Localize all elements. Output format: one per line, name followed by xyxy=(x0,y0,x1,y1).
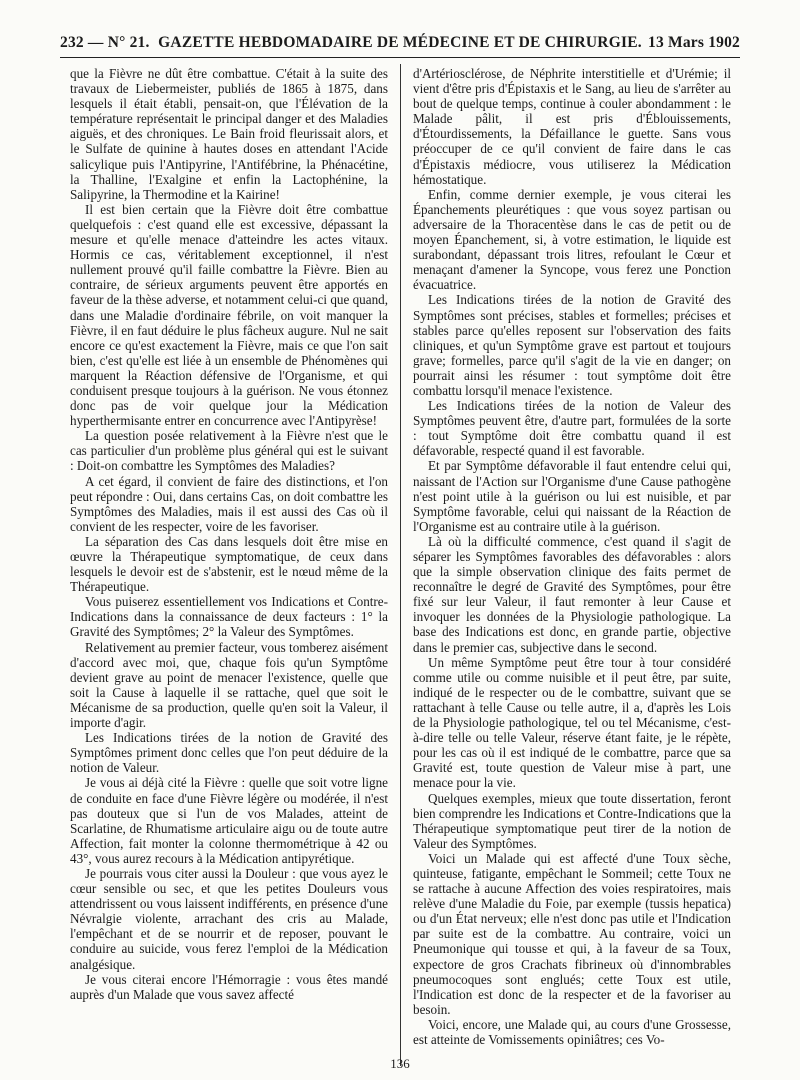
paragraph: d'Artériosclérose, de Néphrite interstitielle et d'Urémie; il vient d'être pris d'Épistaxis et le Sang, au lieu de s'arrêter au bout de quelque temps, continue à couler abondamment : le Malade pâlit, il est pris d'Éblouissements, d'Étourdissements, la Défaillance le guette. Sans vous préoccuper de ce qu'il convient de faire dans le cas d'Épistaxis médiocre, vous utiliserez la Médication hémostatique. xyxy=(413,66,731,187)
paragraph: Enfin, comme dernier exemple, je vous citerai les Épanchements pleurétiques : que vous soyez partisan ou adversaire de la Thoracentèse dans le cas de petit ou de moyen Épanchement, si, à votre estimation, le liquide est surabondant, dépassant trois litres, refoulant le Cœur et menaçant d'amener la Syncope, vous ferez une Ponction évacuatrice. xyxy=(413,186,731,293)
journal-title: GAZETTE HEBDOMADAIRE DE MÉDECINE ET DE CHIRURGIE. xyxy=(158,34,642,51)
paragraph: Là où la difficulté commence, c'est quand il s'agit de séparer les Symptômes favorables des défavorables : alors que la simple observation clinique des faits permet de reconnaître le degré de Gravité des Symptômes, pour être fixé sur leur Valeur, il faut remonter à leur Cause et invoquer les données de la Physiologie pathologique. La base des Indications est donc, en grande partie, objective dans le premier cas, subjective dans le second. xyxy=(413,533,731,655)
paragraph: Les Indications tirées de la notion de Valeur des Symptômes peuvent être, d'autre part, formulées de la sorte : tout Symptôme doit être combattu quand il est défavorable, respecté quand il est favorable. xyxy=(413,398,731,459)
paragraph: Les Indications tirées de la notion de Gravité des Symptômes sont précises, stables et formelles; précises et stables parce qu'elles reposent sur l'observation des faits cliniques, et qu'un Symptôme grave est partout et toujours grave; formelles, parce qu'il s'agit de la vie en danger; on pourrait ainsi les résumer : tout symptôme doit être combattu lorsqu'il menace l'existence. xyxy=(413,292,731,398)
paragraph: Voici, encore, une Malade qui, au cours d'une Grossesse, est atteinte de Vomissements opiniâtres; ces Vo- xyxy=(413,1016,731,1047)
paragraph: La question posée relativement à la Fièvre n'est que le cas particulier d'un problème plus général qui est le suivant : Doit-on combattre les Symptômes des Maladies? xyxy=(70,428,388,474)
paragraph: Relativement au premier facteur, vous tomberez aisément d'accord avec moi, que, chaque fois qu'un Symptôme devient grave au point de menacer l'existence, quelle que soit la Cause à laquelle il se rattache, quel que soit le Mécanisme de sa production, quelle qu'en soit la Valeur, il importe d'agir. xyxy=(70,639,388,731)
paragraph: Un même Symptôme peut être tour à tour considéré comme utile ou comme nuisible et il peut être, par suite, indiqué de le respecter ou de le combattre, suivant que se rattachant à telle Cause ou telle autre, il a, d'après les Lois de la Physiologie pathologique, tel ou tel Mécanisme, c'est-à-dire telle ou telle Valeur, réserve étant faite, je le répète, pour les cas où il est indiqué de le combattre, parce que sa Gravité est, toute question de Valeur mise à part, une menace pour la vie. xyxy=(413,654,731,791)
paragraph: Voici un Malade qui est affecté d'une Toux sèche, quinteuse, fatigante, empêchant le Sommeil; cette Toux ne se rattache à aucune Affection des voies respiratoires, mais relève d'une Maladie du Foie, par exemple (tussis hepatica) ou d'un État nerveux; elle n'est donc pas utile et l'Indication par suite est de la combattre. Au contraire, voici un Pneumonique qui tousse et qui, à la faveur de sa Toux, expectore de gros Crachats fibrineux où d'innombrables pneumocoques sont englués; cette Toux est utile, l'Indication est donc de la respecter et de la favoriser au besoin. xyxy=(413,850,731,1017)
right-column xyxy=(413,66,731,1066)
page-header xyxy=(60,34,740,56)
paragraph: Il est bien certain que la Fièvre doit être combattue quelquefois : c'est quand elle est excessive, dépassant la mesure et qu'elle menace d'atteindre les actes vitaux. Hormis ce cas, véritablement exceptionnel, il n'est nullement prouvé qu'il faille combattre la Fièvre. Bien au contraire, de sérieux arguments peuvent être apportés en faveur de la thèse adverse, et notamment celui-ci que quand, dans une Maladie d'ordinaire fébrile, on voit manquer la Fièvre, il en faut déduire le plus fâcheux augure. Nul ne sait encore ce qu'est exactement la Fièvre, mais ce que l'on sait bien, c'est qu'elle est liée à un ensemble de Phénomènes qui marquent la Réaction défensive de l'Organisme, et qui conduisent presque toujours à la guérison. Ne vous étonnez donc pas de voir quelque jour la Médication hyperthermisante entrer en concurrence avec l'Antipyrèse! xyxy=(70,201,388,429)
paragraph: A cet égard, il convient de faire des distinctions, et l'on peut répondre : Oui, dans certains Cas, on doit combattre les Symptômes des Maladies, mais il est aussi des Cas où il convient de les respecter, voire de les favoriser. xyxy=(70,473,388,534)
issue-date: 13 Mars 1902 xyxy=(648,34,740,51)
paragraph: Et par Symptôme défavorable il faut entendre celui qui, naissant de l'Action sur l'Organisme d'une Cause pathogène n'est point utile à la guérison ou lui est nuisible, et par Symptôme favorable, celui qui naissant de la Réaction de l'Organisme est au contraire utile à la guérison. xyxy=(413,458,731,534)
header-rule xyxy=(60,57,740,58)
paragraph: Je pourrais vous citer aussi la Douleur : que vous ayez le cœur sensible ou sec, et que les petites Douleurs vous attendrissent ou vous laissent indifférents, en présence d'une Névralgie violente, arrachant des cris au Malade, l'empêchant et de se nourrir et de reposer, pouvant le conduire au suicide, vous ferez l'emploi de la Médication analgésique. xyxy=(70,865,388,972)
column-divider xyxy=(400,64,401,1066)
paragraph: Vous puiserez essentiellement vos Indications et Contre-Indications dans la connaissance de deux facteurs : 1° la Gravité des Symptômes; 2° la Valeur des Symptômes. xyxy=(70,594,388,640)
paragraph: La séparation des Cas dans lesquels doit être mise en œuvre la Thérapeutique symptomatique, de ceux dans lesquels le devoir est de s'abstenir, est le nœud même de la Thérapeutique. xyxy=(70,533,388,595)
paragraph: Quelques exemples, mieux que toute dissertation, feront bien comprendre les Indications et Contre-Indications que la Thérapeutique symptomatique peut tirer de la notion de Valeur des Symptômes. xyxy=(413,790,731,851)
paragraph: Je vous citerai encore l'Hémorragie : vous êtes mandé auprès d'un Malade que vous savez affecté xyxy=(70,971,388,1002)
paragraph: Les Indications tirées de la notion de Gravité des Symptômes priment donc celles que l'on peut déduire de la notion de Valeur. xyxy=(70,730,388,776)
left-column xyxy=(70,66,388,1066)
paragraph: que la Fièvre ne dût être combattue. C'était à la suite des travaux de Liebermeister, publiés de 1865 à 1875, dans lesquels il était établi, pensait-on, que l'Élévation de la température représentait le principal danger et des Maladies aiguës, et des chroniques. Le Bain froid fleurissait alors, et le Sulfate de quinine à hautes doses en attendant l'Acide salicylique puis l'Antipyrine, l'Antifébrine, la Phénacétine, la Thalline, l'Exalgine et enfin la Lactophénine, la Salipyrine, la Thermodine et la Kairine! xyxy=(70,66,388,202)
folio-number: 136 xyxy=(390,1056,410,1071)
paragraph: Je vous ai déjà cité la Fièvre : quelle que soit votre ligne de conduite en face d'une Fièvre légère ou modérée, il n'est pas douteux que si l'un de vos Malades, atteint de Scarlatine, de Rhumatisme articulaire aigu ou de toute autre Affection, fait monter la colonne thermométrique à 42 ou 43°, vous aurez recours à la Médication antipyrétique. xyxy=(70,775,388,866)
page-number-issue: 232 — N° 21. xyxy=(60,34,150,51)
